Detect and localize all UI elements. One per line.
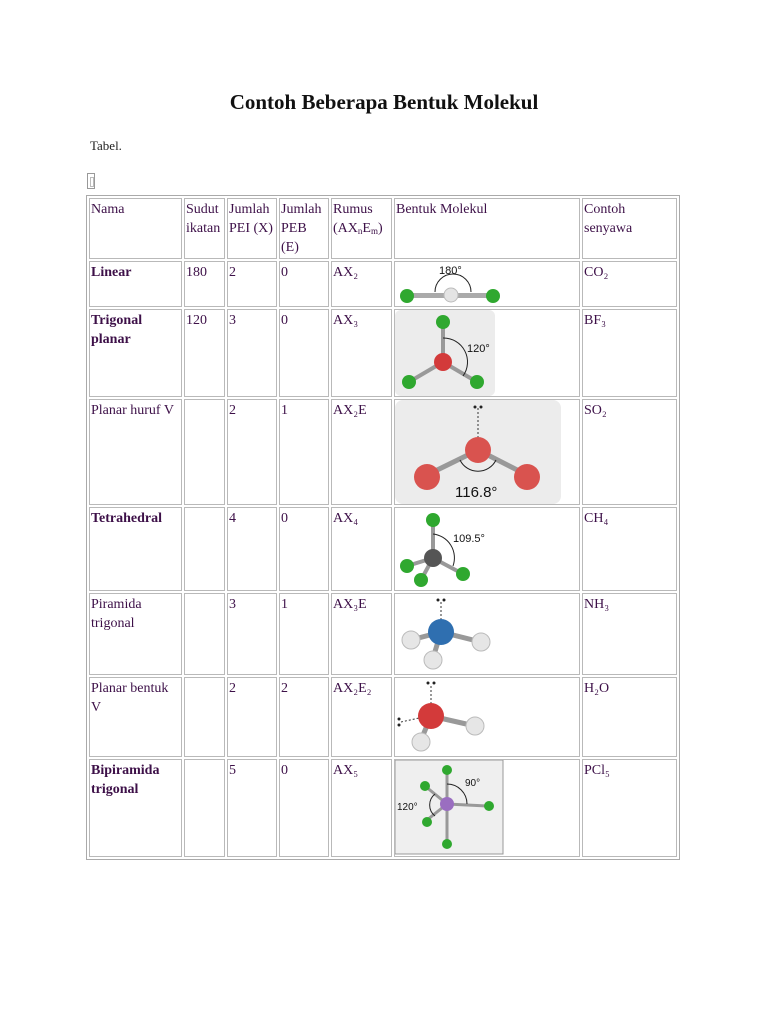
cell-rumus: AX₂E bbox=[331, 399, 392, 505]
angle-label-90: 90° bbox=[465, 778, 481, 789]
header-rumus: Rumus $(AX_nE_m)$ bbox=[331, 198, 392, 259]
table-row bbox=[89, 261, 677, 307]
cell-sudut: 180 bbox=[184, 261, 225, 307]
header-nama: Nama bbox=[89, 198, 182, 259]
cell-pei: 5 bbox=[227, 759, 277, 857]
cell-peb: 0 bbox=[279, 507, 329, 591]
cell-sudut bbox=[184, 759, 225, 857]
table-row bbox=[89, 677, 677, 757]
cell-peb: 0 bbox=[279, 759, 329, 857]
cell-peb: 0 bbox=[279, 261, 329, 307]
angle-label: 116.8° bbox=[455, 484, 498, 501]
cell-rumus: AX₃E bbox=[331, 593, 392, 675]
angle-label: 109.5° bbox=[453, 533, 485, 545]
cell-nama: Tetrahedral bbox=[89, 507, 182, 591]
cell-contoh: SO₂ bbox=[582, 399, 677, 505]
cell-sudut bbox=[184, 507, 225, 591]
cell-bentuk bbox=[394, 309, 580, 397]
cell-peb: 0 bbox=[279, 309, 329, 397]
page-title: Contoh Beberapa Bentuk Molekul bbox=[229, 90, 539, 114]
cell-nama: Linear bbox=[89, 261, 182, 307]
table-row bbox=[89, 507, 677, 591]
cell-peb: 2 bbox=[279, 677, 329, 757]
cell-contoh: NH₃ bbox=[582, 593, 677, 675]
cell-pei: 4 bbox=[227, 507, 277, 591]
table-row bbox=[89, 759, 677, 857]
tetrahedral-molecule-image bbox=[395, 508, 495, 590]
cell-rumus: AX₄ bbox=[331, 507, 392, 591]
cell-nama: Trigonal planar bbox=[89, 309, 182, 397]
cell-rumus: AX₃ bbox=[331, 309, 392, 397]
cell-rumus: AX₂ bbox=[331, 261, 392, 307]
linear-molecule-image bbox=[395, 262, 505, 306]
trigonal-bipyramid-molecule-image bbox=[395, 760, 505, 856]
angle-label: 120° bbox=[467, 343, 490, 355]
cell-bentuk bbox=[394, 399, 580, 505]
molecule-shape-table bbox=[86, 195, 680, 860]
v-shape-molecule-image bbox=[395, 400, 561, 504]
cell-pei: 2 bbox=[227, 677, 277, 757]
cell-sudut bbox=[184, 593, 225, 675]
angle-label: 180° bbox=[439, 265, 462, 277]
cell-contoh: H₂O bbox=[582, 677, 677, 757]
cell-rumus: AX₅ bbox=[331, 759, 392, 857]
table-header-row bbox=[89, 198, 677, 259]
cell-pei: 3 bbox=[227, 309, 277, 397]
cell-peb: 1 bbox=[279, 399, 329, 505]
broken-image-icon bbox=[87, 173, 95, 189]
cell-peb: 1 bbox=[279, 593, 329, 675]
cell-pei: 2 bbox=[227, 261, 277, 307]
cell-contoh: BF₃ bbox=[582, 309, 677, 397]
cell-contoh: PCl₅ bbox=[582, 759, 677, 857]
cell-bentuk bbox=[394, 261, 580, 307]
cell-bentuk bbox=[394, 759, 580, 857]
trigonal-planar-molecule-image bbox=[395, 310, 495, 396]
cell-bentuk bbox=[394, 593, 580, 675]
trigonal-pyramid-molecule-image bbox=[395, 594, 495, 674]
cell-nama: Piramida trigonal bbox=[89, 593, 182, 675]
cell-nama: Planar bentuk V bbox=[89, 677, 182, 757]
cell-nama: Planar huruf V bbox=[89, 399, 182, 505]
cell-rumus: AX₂E₂ bbox=[331, 677, 392, 757]
header-contoh: Contoh senyawa bbox=[582, 198, 677, 259]
cell-sudut: 120 bbox=[184, 309, 225, 397]
bent-molecule-image bbox=[395, 678, 495, 756]
table-row bbox=[89, 399, 677, 505]
table-row bbox=[89, 309, 677, 397]
table-row bbox=[89, 593, 677, 675]
cell-sudut bbox=[184, 677, 225, 757]
angle-label-120: 120° bbox=[397, 802, 418, 813]
cell-bentuk bbox=[394, 677, 580, 757]
cell-pei: 3 bbox=[227, 593, 277, 675]
table-caption: Tabel. bbox=[90, 138, 122, 153]
header-peb: Jumlah PEB (E) bbox=[279, 198, 329, 259]
header-bentuk: Bentuk Molekul bbox=[394, 198, 580, 259]
cell-sudut bbox=[184, 399, 225, 505]
header-sudut: Sudut ikatan bbox=[184, 198, 225, 259]
header-pei: Jumlah PEI (X) bbox=[227, 198, 277, 259]
cell-nama: Bipiramida trigonal bbox=[89, 759, 182, 857]
cell-contoh: CO₂ bbox=[582, 261, 677, 307]
cell-bentuk bbox=[394, 507, 580, 591]
cell-pei: 2 bbox=[227, 399, 277, 505]
cell-contoh: CH₄ bbox=[582, 507, 677, 591]
